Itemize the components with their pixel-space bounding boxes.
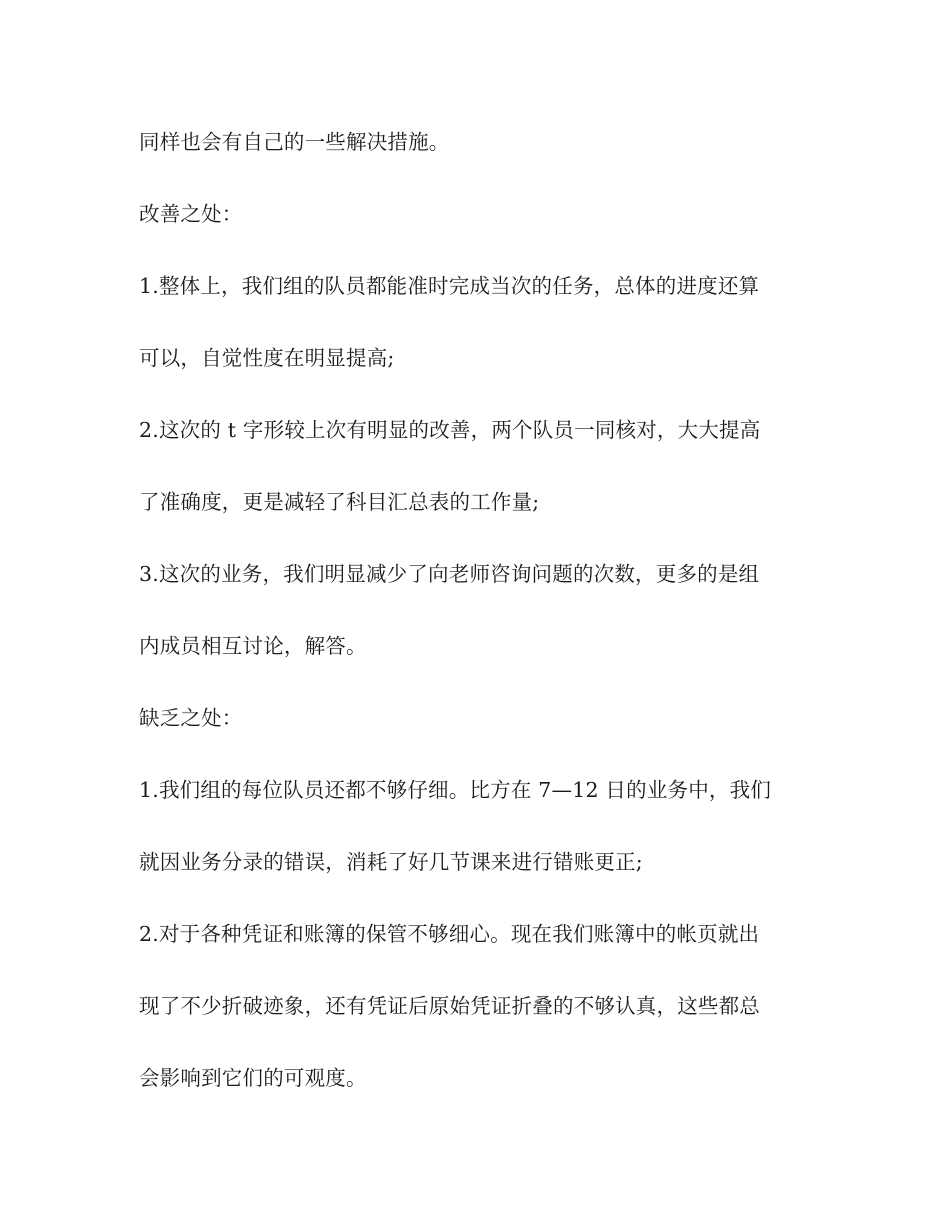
section-heading-shortcomings: 缺乏之处： (139, 706, 243, 730)
text-line: 同样也会有自己的一些解决措施。 (139, 130, 450, 154)
document-body (139, 123, 804, 1131)
text-line: 现了不少折破迹象，还有凭证后原始凭证折叠的不够认真，这些都总 (139, 994, 760, 1018)
text-line: 2.对于各种凭证和账簿的保管不够细心。现在我们账簿中的帐页就出 (139, 922, 760, 946)
text-line: 就因业务分录的错误，消耗了好几节课来进行错账更正; (139, 850, 643, 874)
text-line: 2.这次的 t 字形较上次有明显的改善，两个队员一同核对，大大提高 (139, 418, 761, 442)
text-line: 1.整体上，我们组的队员都能准时完成当次的任务，总体的进度还算 (139, 274, 760, 298)
text-line: 了准确度，更是减轻了科目汇总表的工作量; (139, 490, 540, 514)
text-line: 会影响到它们的可观度。 (139, 1066, 367, 1090)
text-line: 可以，自觉性度在明显提高; (139, 346, 395, 370)
text-line: 3.这次的业务，我们明显减少了向老师咨询问题的次数，更多的是组 (139, 562, 760, 586)
section-heading-improvements: 改善之处： (139, 202, 243, 226)
text-line: 内成员相互讨论，解答。 (139, 634, 367, 658)
text-line: 1.我们组的每位队员还都不够仔细。比方在 7—12 日的业务中，我们 (139, 778, 772, 802)
